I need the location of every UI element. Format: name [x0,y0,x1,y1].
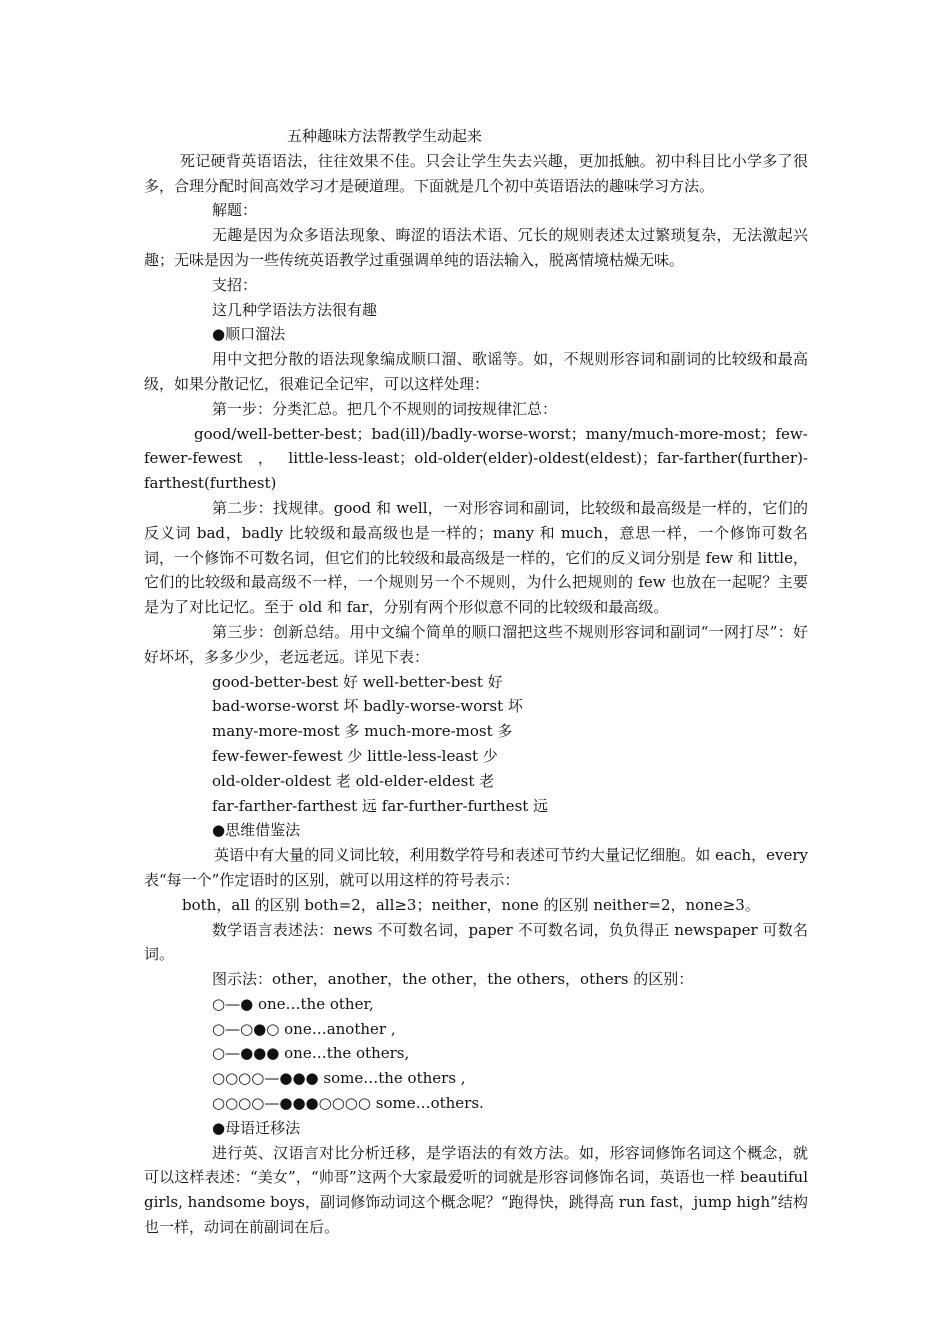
jieti-label: 解题： [212,201,258,220]
method2-paragraph: 英语中有大量的同义词比较，利用数学符号和表述可节约大量记忆细胞。如 each，every 表“每一个”作定语时的区别，就可以用这样的符号表示： [144,846,808,889]
method3-paragraph: 进行英、汉语言对比分析迁移，是学语法的有效方法。如，形容词修饰名词这个概念，就可以这样表述：“美女”，“帅哥”这两个大家最爱听的词就是形容词修饰名词，英语也一样 beautiful girls, handsome boys，副词修饰动词这个概念呢？“跑得快，跳得高 run fast，jump high”结构也一样，动词在前副词在后。 [144,1143,808,1237]
step1-words: good/well-better-best；bad(ill)/badly-worse-worst；many/much-more-most；few-fewer-fewest，little-less-least；old-older(elder)-oldest(eldest)；far-farther(further)-farthest(furthest) [144,424,808,493]
method1-paragraph: 用中文把分散的语法现象编成顺口溜、歌谣等。如，不规则形容词和副词的比较级和最高级，如果分散记忆，很难记全记牢，可以这样处理： [144,350,808,393]
table-line: bad-worse-worst 坏 badly-worse-worst 坏 [212,697,523,716]
method3-heading: ●母语迁移法 [212,1118,301,1137]
table-line: good-better-best 好 well-better-best 好 [212,672,503,691]
intro-paragraph: 死记硬背英语语法，往往效果不佳。只会让学生失去兴趣，更加抵触。初中科目比小学多了很多，合理分配时间高效学习才是硬道理。下面就是几个初中英语语法的趣味学习方法。 [144,151,808,195]
step3-paragraph: 第三步：创新总结。用中文编个简单的顺口溜把这些不规则形容词和副词“一网打尽”：好好坏坏，多多少少，老远老远。详见下表： [144,622,808,666]
table-line: many-more-most 多 much-more-most 多 [212,722,513,741]
diagram-line: ○○○○—●●●○○○○ some…others. [212,1094,484,1113]
diagram-line: ○—●●● one…the others, [212,1044,410,1063]
math-paragraph: 数学语言表述法：news 不可数名词，paper 不可数名词，负负得正 newspaper 可数名词。 [144,920,808,964]
document-title: 五种趣味方法帮教学生动起来 [287,127,483,145]
document-body [144,124,808,1240]
table-line: few-fewer-fewest 少 little-less-least 少 [212,746,498,765]
diagram-line: ○—● one…the other, [212,994,374,1013]
diagram-intro: 图示法：other，another，the other，the others，others 的区别： [212,970,694,989]
table-line: far-farther-farthest 远 far-further-furthest 远 [212,796,549,815]
zhizhao-text: 这几种学语法方法很有趣 [212,300,378,319]
comparison-table [144,670,808,819]
diagram-line: ○—○●○ one…another , [212,1019,396,1038]
diagram-line: ○○○○—●●● some…the others , [212,1069,466,1088]
step1-heading: 第一步：分类汇总。把几个不规则的词按规律汇总： [212,399,558,418]
jieti-paragraph: 无趣是因为众多语法现象、晦涩的语法术语、冗长的规则表述太过繁琐复杂，无法激起兴趣；无味是因为一些传统英语教学过重强调单纯的语法输入，脱离情境枯燥无味。 [144,226,808,269]
symbols-line: both，all 的区别 both=2，all≥3；neither，none 的区别 neither=2，none≥3。 [182,895,760,914]
table-line: old-older-oldest 老 old-elder-eldest 老 [212,771,495,790]
zhizhao-label: 支招： [212,275,258,294]
method1-heading: ●顺口溜法 [212,325,286,344]
diagram-lines [144,992,808,1116]
method2-heading: ●思维借鉴法 [212,821,301,840]
step2-paragraph: 第二步：找规律。good 和 well，一对形容词和副词，比较级和最高级是一样的，它们的反义词 bad，badly 比较级和最高级也是一样的；many 和 much，意思一样，一个修饰可数名词，一个修饰不可数名词，但它们的比较级和最高级是一样的，它们的反义词分别是 few 和 little，它们的比较级和最高级不一样，一个规则另一个不规则，为什么把规则的 few 也放在一起呢？主要是为了对比记忆。至于 old 和 far，分别有两个形似意不同的比较级和最高级。 [144,498,808,617]
